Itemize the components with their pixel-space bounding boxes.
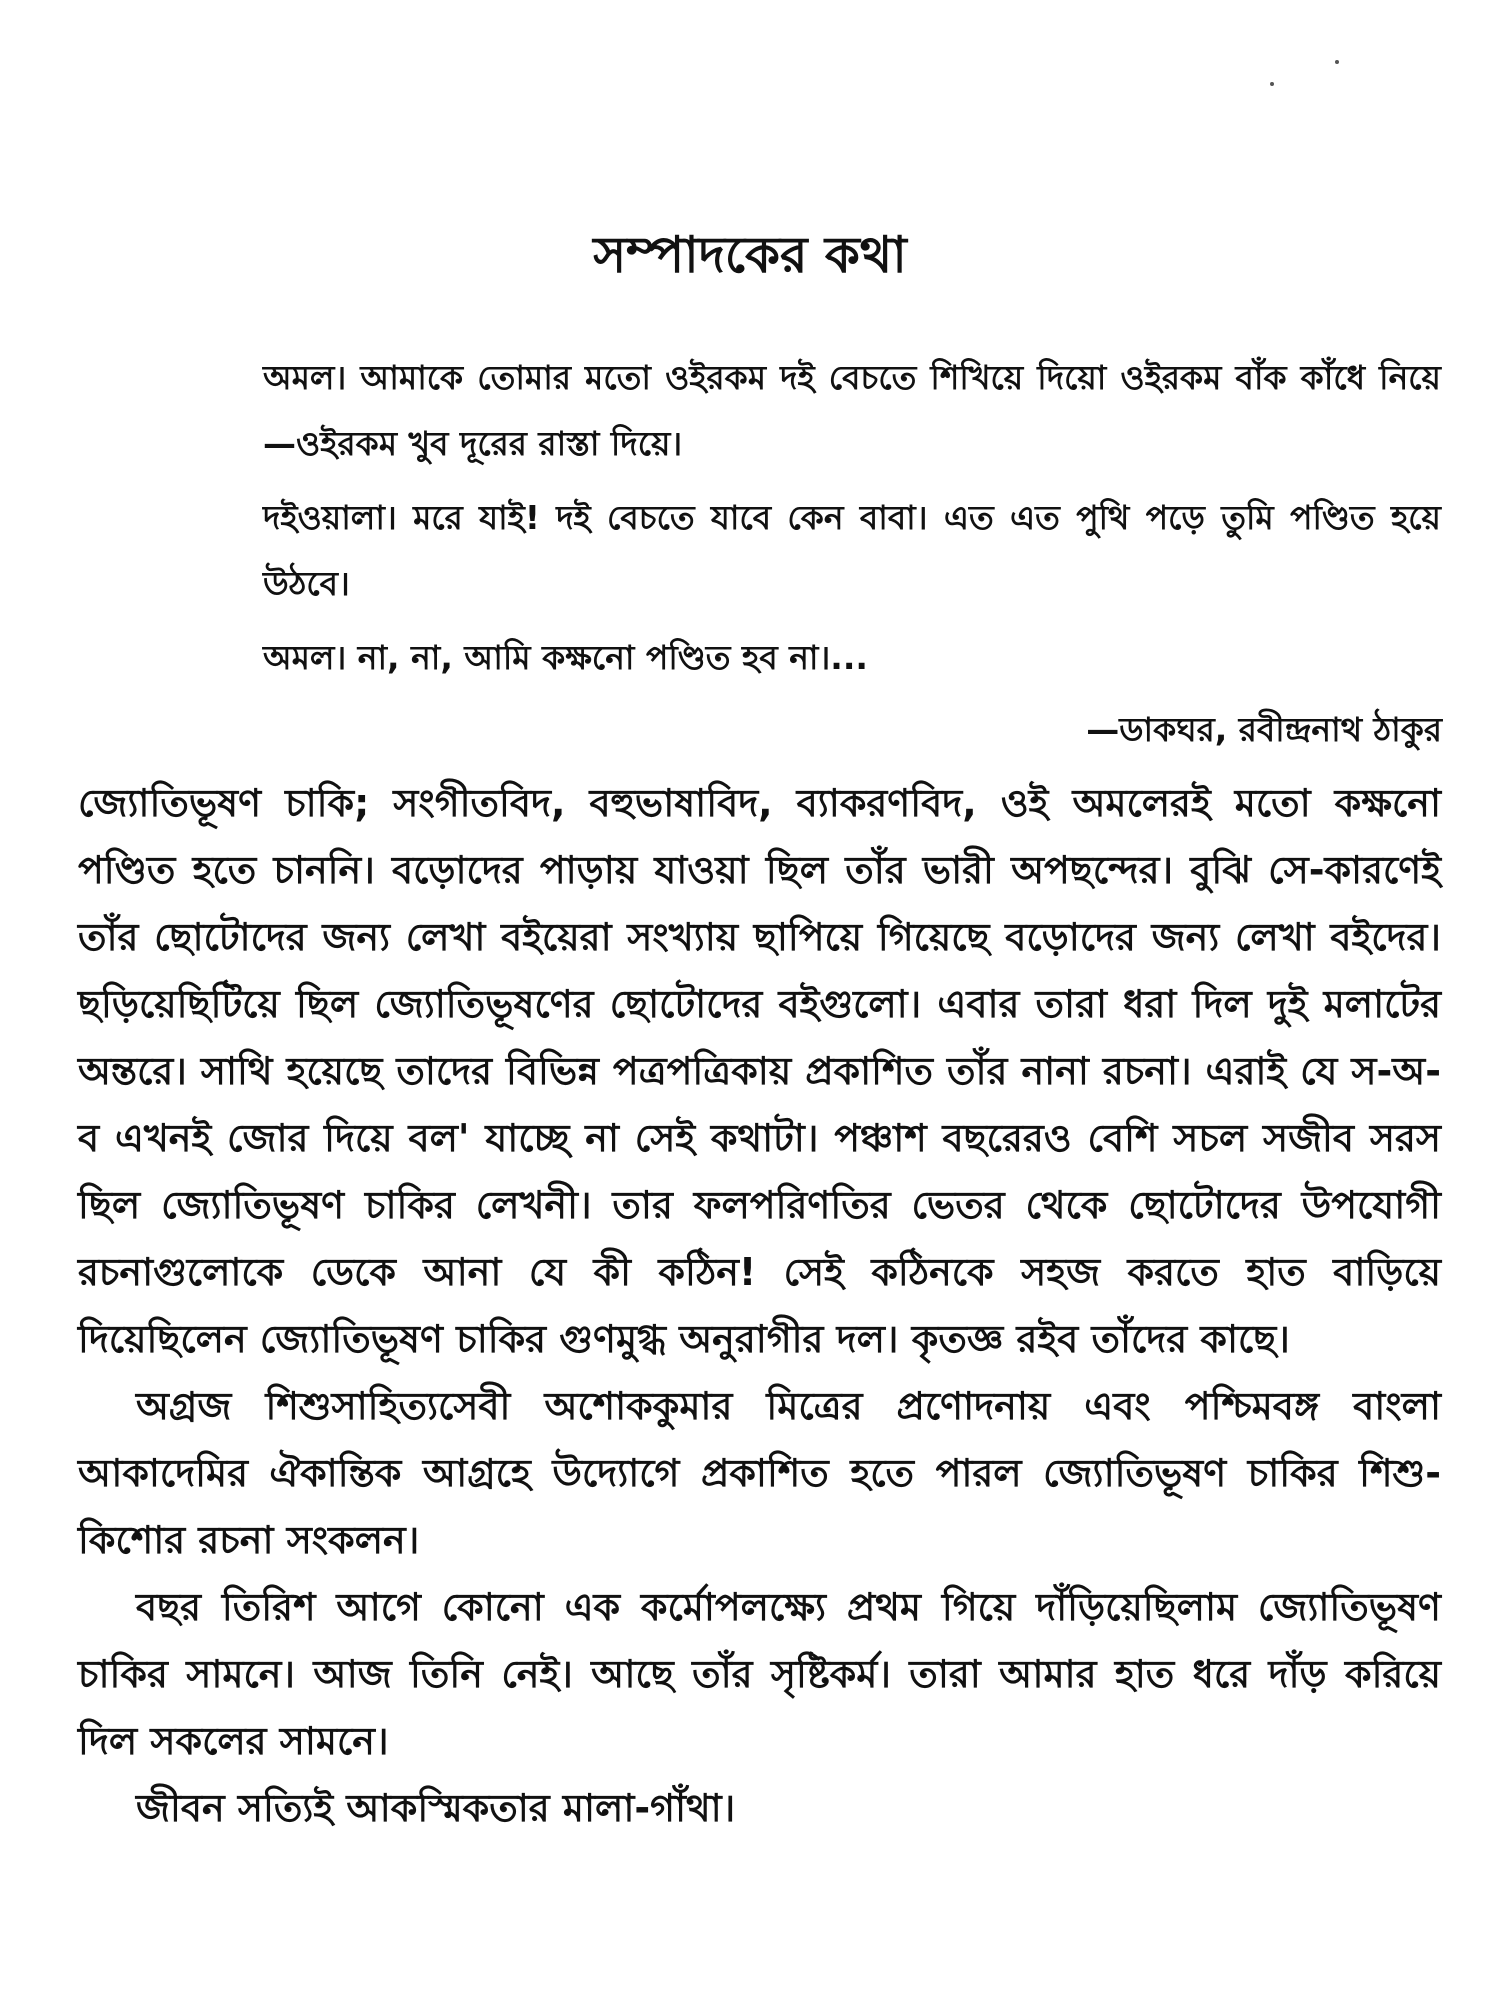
paragraph: জীবন সত্যিই আকস্মিকতার মালা-গাঁথা। [136, 1786, 736, 1830]
paragraph: জ্যোতিভূষণ চাকি; সংগীতবিদ, বহুভাষাবিদ, ব্যাকরণবিদ, ওই অমলেরই মতো কক্ষনো পণ্ডিত হতে চাননি। বড়োদের পাড়ায় যাওয়া ছিল তাঁর ভারী অপছন্দের। বুঝি সে-কারণেই তাঁর ছোটোদের জন্য লেখা বইয়েরা সংখ্যায় ছাপিয়ে গিয়েছে বড়োদের জন্য লেখা বইদের। ছড়িয়েছিটিয়ে ছিল জ্যোতিভূষণের ছোটোদের বইগুলো। এবার তারা ধরা দিল দুই মলাটের অন্তরে। সাথি হয়েছে তাদের বিভিন্ন পত্রপত্রিকায় প্রকাশিত তাঁর নানা রচনা। এরাই যে স-অ-ব এখনই জোর দিয়ে বল' যাচ্ছে না সেই কথাটা। পঞ্চাশ বছরেরও বেশি সচল সজীব সরস ছিল জ্যোতিভূষণ চাকির লেখনী। তার ফলপরিণতির ভেতর থেকে ছোটোদের উপযোগী রচনাগুলোকে ডেকে আনা যে কী কঠিন! সেই কঠিনকে সহজ করতে হাত বাড়িয়ে দিয়েছিলেন জ্যোতিভূষণ চাকির গুণমুগ্ধ অনুরাগীর দল। কৃতজ্ঞ রইব তাঁদের কাছে। [78, 781, 1441, 1361]
body-text [78, 770, 1441, 1842]
page-title: সম্পাদকের কথা [593, 226, 907, 284]
quote-line: দইওয়ালা। মরে যাই! দই বেচতে যাবে কেন বাবা। এত এত পুথি পড়ে তুমি পণ্ডিত হয়ে উঠবে। [263, 498, 1441, 603]
paragraph: বছর তিরিশ আগে কোনো এক কর্মোপলক্ষ্যে প্রথম গিয়ে দাঁড়িয়েছিলাম জ্যোতিভূষণ চাকির সামনে। আজ তিনি নেই। আছে তাঁর সৃষ্টিকর্ম। তারা আমার হাত ধরে দাঁড় করিয়ে দিল সকলের সামনে। [78, 1585, 1441, 1763]
epigraph-quote [263, 345, 1441, 699]
quote-attribution: —ডাকঘর, রবীন্দ্রনাথ ঠাকুর [1086, 710, 1442, 749]
quote-line: অমল। না, না, আমি কক্ষনো পণ্ডিত হব না।... [263, 638, 868, 677]
print-speck [1270, 82, 1274, 86]
quote-line: অমল। আমাকে তোমার মতো ওইরকম দই বেচতে শিখিয়ে দিয়ো ওইরকম বাঁক কাঁধে নিয়ে—ওইরকম খুব দূরের রাস্তা দিয়ে। [263, 358, 1441, 463]
paragraph: অগ্রজ শিশুসাহিত্যসেবী অশোককুমার মিত্রের প্রণোদনায় এবং পশ্চিমবঙ্গ বাংলা আকাদেমির ঐকান্তিক আগ্রহে উদ্যোগে প্রকাশিত হতে পারল জ্যোতিভূষণ চাকির শিশু-কিশোর রচনা সংকলন। [78, 1384, 1441, 1562]
print-speck [1335, 60, 1339, 64]
